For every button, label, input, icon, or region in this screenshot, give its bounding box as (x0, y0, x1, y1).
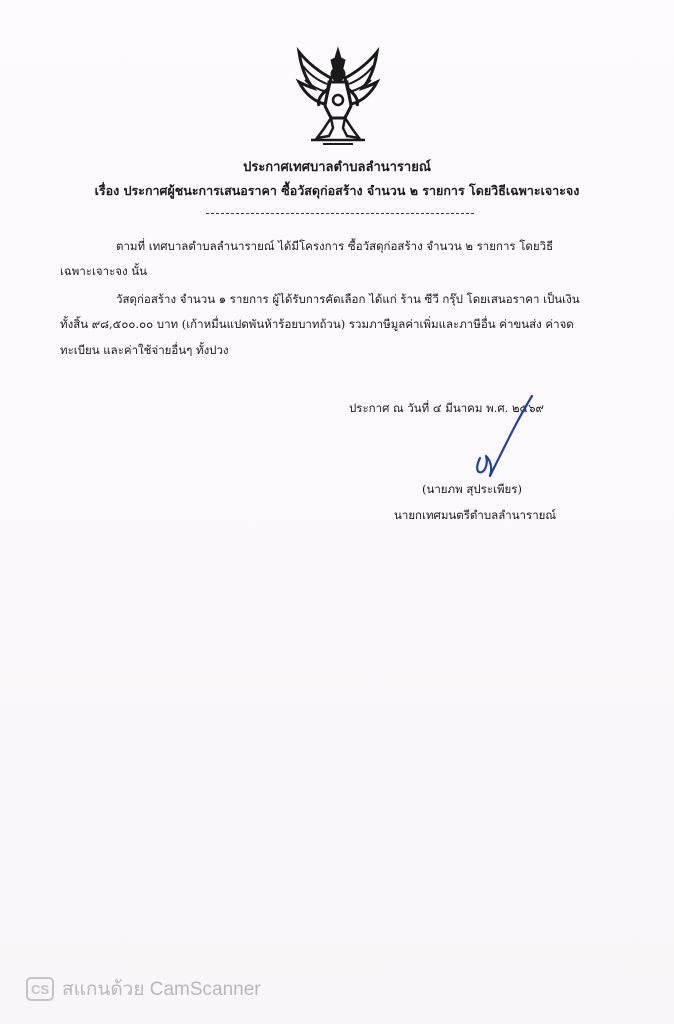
paragraph-1-line-2: เฉพาะเจาะจง นั้น (60, 264, 148, 278)
paragraph-2-line-2: ทั้งสิ้น ๙๘,๕๐๐.๐๐ บาท (เก้าหมื่นแปดพันห้าร้อยบาทถ้วน) รวมภาษีมูลค่าเพิ่มและภาษีอื่น ค่าขนส่ง ค่าจด (60, 317, 574, 331)
signer-name: (นายภพ สุประเพียร) (422, 482, 522, 496)
paragraph-2-line-3: ทะเบียน และค่าใช้จ่ายอื่นๆ ทั้งปวง (60, 343, 229, 357)
document-subject: เรื่อง ประกาศผู้ชนะการเสนอราคา ซื้อวัสดุก่อสร้าง จำนวน ๒ รายการ โดยวิธีเฉพาะเจาะจง (94, 183, 580, 198)
camscanner-watermark (26, 974, 261, 1004)
garuda-emblem-icon (293, 44, 383, 148)
paragraph-2-line-1: วัสดุก่อสร้าง จำนวน ๑ รายการ ผู้ได้รับการคัดเลือก ได้แก่ ร้าน ซีวี กรุ๊ป โดยเสนอราคา เป็นเงิน (116, 292, 580, 306)
handwritten-signature (462, 392, 542, 482)
watermark-text: สแกนด้วย CamScanner (62, 979, 261, 1000)
title-divider (206, 213, 474, 214)
document-title: ประกาศเทศบาลตำบลลำนารายณ์ (243, 160, 431, 175)
announcement-date: ประกาศ ณ วันที่ ๔ มีนาคม พ.ศ. ๒๕๖๙ (349, 401, 544, 415)
signer-title: นายกเทศมนตรีตำบลลำนารายณ์ (394, 508, 557, 522)
camscanner-logo-icon: CS (26, 977, 54, 1001)
paragraph-1-line-1: ตามที่ เทศบาลตำบลลำนารายณ์ ได้มีโครงการ ซื้อวัสดุก่อสร้าง จำนวน ๒ รายการ โดยวิธี (116, 239, 554, 253)
